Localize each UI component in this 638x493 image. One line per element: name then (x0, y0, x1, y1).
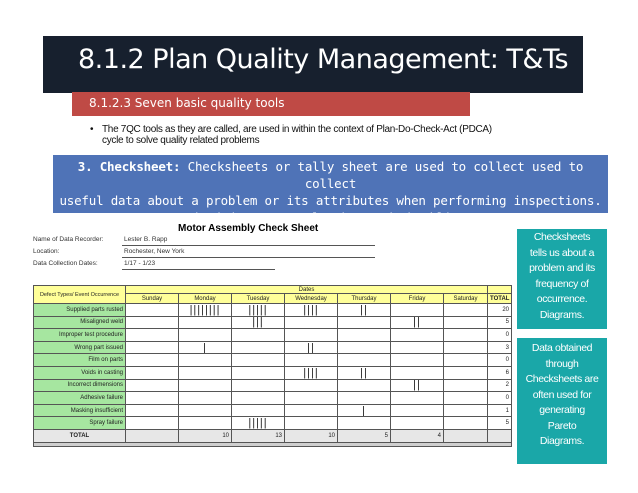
tally-cell (126, 316, 179, 329)
tally-cell (444, 341, 488, 354)
tally-cell (444, 417, 488, 430)
defect-type-label: Misaligned weld (34, 316, 126, 329)
tally-cell: ||| (232, 316, 285, 329)
table-row (34, 304, 512, 317)
tally-cell (232, 379, 285, 392)
table-row (34, 379, 512, 392)
side-note-line: occurrence. (536, 293, 588, 305)
tally-cell: || (338, 304, 391, 317)
side-note-line: Data obtained (531, 342, 593, 354)
tally-cell (126, 404, 179, 417)
defect-type-label: Supplied parts rusted (34, 304, 126, 317)
tally-cell (444, 392, 488, 405)
check-sheet-table (33, 285, 512, 447)
table-row (34, 341, 512, 354)
banner-line-2: useful data about a problem or its attributes when performing inspections. (59, 193, 602, 208)
slide-subtitle: 8.1.2.3 Seven basic quality tools (89, 96, 285, 110)
checksheet-banner (53, 155, 608, 225)
tally-cell (179, 366, 232, 379)
location-underline (122, 257, 375, 258)
tally-cell (391, 354, 444, 367)
tally-cell (338, 379, 391, 392)
defect-type-label: Film on parts (34, 354, 126, 367)
grand-total (488, 429, 512, 442)
tally-cell (444, 316, 488, 329)
side-note-line: Checksheets are (525, 373, 599, 385)
side-note-line: problem and its (529, 262, 595, 274)
day-header: Saturday (444, 294, 488, 304)
tally-cell (444, 366, 488, 379)
day-header: Friday (391, 294, 444, 304)
tally-cell (285, 404, 338, 417)
column-total (126, 429, 179, 442)
tally-cell: |||| (285, 304, 338, 317)
corner-header: Defect Types/ Event Occurrence (39, 291, 120, 298)
tally-cell (285, 316, 338, 329)
tally-cell (179, 392, 232, 405)
row-total: 1 (488, 404, 512, 417)
row-total: 20 (488, 304, 512, 317)
total-header-spacer (488, 286, 512, 294)
banner-bold: 3. Checksheet: (77, 159, 181, 174)
bullet-marker: • (90, 124, 94, 135)
tally-cell: |||| (285, 366, 338, 379)
column-total: 13 (232, 429, 285, 442)
column-total: 4 (391, 429, 444, 442)
tally-cell (285, 329, 338, 342)
table-bottom-strip (34, 442, 512, 446)
table-row (34, 366, 512, 379)
row-total: 5 (488, 417, 512, 430)
defect-type-label: Spray failure (34, 417, 126, 430)
tally-cell (126, 379, 179, 392)
tally-cell (444, 404, 488, 417)
defect-type-label: Masking insufficient (34, 404, 126, 417)
tally-cell (391, 404, 444, 417)
defect-type-label: Incorrect dimensions (34, 379, 126, 392)
recorder-underline (122, 245, 375, 246)
tally-cell (338, 316, 391, 329)
tally-cell: | (338, 404, 391, 417)
table-total-row (34, 429, 512, 442)
bullet-line-2: cycle to solve quality related problems (102, 135, 260, 146)
defect-type-label: Voids in casting (34, 366, 126, 379)
table-row (34, 316, 512, 329)
dates-header: Dates (298, 286, 315, 293)
tally-cell (391, 392, 444, 405)
banner-line-1 (53, 158, 608, 192)
dates-value: 1/17 - 1/23 (124, 260, 156, 267)
tally-cell (285, 379, 338, 392)
tally-cell: || (391, 379, 444, 392)
dates-label: Data Collection Dates: (33, 260, 98, 267)
day-header: Wednesday (285, 294, 338, 304)
defect-type-label: Wrong part issued (34, 341, 126, 354)
tally-cell (444, 379, 488, 392)
check-sheet-title: Motor Assembly Check Sheet (178, 223, 319, 234)
tally-cell: || (338, 366, 391, 379)
banner-line-1-text: Checksheets or tally sheet are used to collect used to collect (180, 159, 584, 191)
tally-cell (126, 304, 179, 317)
banner-line-3: Cheeksheets can also be used checklist. (187, 210, 474, 225)
location-label: Location: (33, 248, 60, 255)
defect-type-label: Adhesive failure (34, 392, 126, 405)
row-total: 3 (488, 341, 512, 354)
side-note-line: Diagrams. (539, 435, 585, 447)
row-total: 0 (488, 392, 512, 405)
tally-cell (232, 329, 285, 342)
column-total: 10 (285, 429, 338, 442)
row-total: 6 (488, 366, 512, 379)
row-total: 0 (488, 329, 512, 342)
tally-cell (391, 329, 444, 342)
tally-cell (126, 341, 179, 354)
tally-cell: ||||| (232, 417, 285, 430)
recorder-label: Name of Data Recorder: (33, 236, 104, 243)
bottom-strip-cell (34, 442, 512, 446)
table-header-row-dates (34, 286, 512, 294)
dates-underline (122, 269, 275, 270)
total-header: TOTAL (488, 294, 512, 304)
row-total: 5 (488, 316, 512, 329)
column-total: 10 (179, 429, 232, 442)
tally-cell (126, 417, 179, 430)
recorder-value: Lester B. Rapp (124, 236, 168, 243)
tally-cell: |||||||| (179, 304, 232, 317)
side-note-checksheets (516, 228, 608, 330)
side-note-line: through (545, 357, 579, 370)
table-row (34, 417, 512, 430)
tally-cell (285, 417, 338, 430)
tally-cell (126, 366, 179, 379)
tally-cell (285, 392, 338, 405)
tally-cell (338, 354, 391, 367)
tally-cell (338, 329, 391, 342)
day-header: Tuesday (232, 294, 285, 304)
table-row (34, 354, 512, 367)
tally-cell (179, 404, 232, 417)
tally-cell (179, 316, 232, 329)
tally-cell (126, 354, 179, 367)
corner-header-cell (34, 286, 126, 304)
tally-cell (232, 404, 285, 417)
tally-cell (232, 341, 285, 354)
tally-cell (126, 329, 179, 342)
tally-cell (338, 341, 391, 354)
row-total: 0 (488, 354, 512, 367)
tally-cell (179, 379, 232, 392)
tally-cell (179, 329, 232, 342)
tally-cell: | (179, 341, 232, 354)
side-note-line: Diagrams. (539, 308, 585, 321)
tally-cell (338, 392, 391, 405)
side-note-line: frequency of (535, 277, 589, 290)
tally-cell (179, 417, 232, 430)
tally-cell (391, 341, 444, 354)
tally-cell: || (285, 341, 338, 354)
table-row (34, 329, 512, 342)
tally-cell (126, 392, 179, 405)
dates-header-cell (126, 286, 488, 294)
column-total (444, 429, 488, 442)
location-value: Rochester, New York (124, 248, 185, 255)
tally-cell (285, 354, 338, 367)
side-note-line: often used for (532, 388, 592, 401)
tally-cell (391, 366, 444, 379)
day-header: Monday (179, 294, 232, 304)
tally-cell (444, 304, 488, 317)
tally-cell: ||||| (232, 304, 285, 317)
day-header: Sunday (126, 294, 179, 304)
table-row (34, 392, 512, 405)
side-note-line: Checksheets (533, 231, 591, 243)
tally-cell (444, 354, 488, 367)
tally-cell (232, 392, 285, 405)
defect-type-label: Improper test procedure (34, 329, 126, 342)
side-note-pareto (516, 337, 608, 465)
side-note-line: Pareto (547, 419, 577, 432)
row-total: 2 (488, 379, 512, 392)
side-note-line: tells us about a (529, 246, 595, 259)
tally-cell (232, 366, 285, 379)
tally-cell (179, 354, 232, 367)
total-row-label: TOTAL (34, 429, 126, 442)
tally-cell: || (391, 316, 444, 329)
tally-cell (338, 417, 391, 430)
table-row (34, 404, 512, 417)
tally-cell (391, 417, 444, 430)
side-note-line: generating (539, 404, 585, 416)
tally-cell (391, 304, 444, 317)
day-header: Thursday (338, 294, 391, 304)
column-total: 5 (338, 429, 391, 442)
bullet-line-1: The 7QC tools as they are called, are used in within the context of Plan-Do-Check-Act (PDCA) (102, 124, 492, 135)
slide-title: 8.1.2 Plan Quality Management: T&Ts (78, 44, 569, 75)
tally-cell (444, 329, 488, 342)
bullet-text (102, 124, 552, 146)
tally-cell (232, 354, 285, 367)
